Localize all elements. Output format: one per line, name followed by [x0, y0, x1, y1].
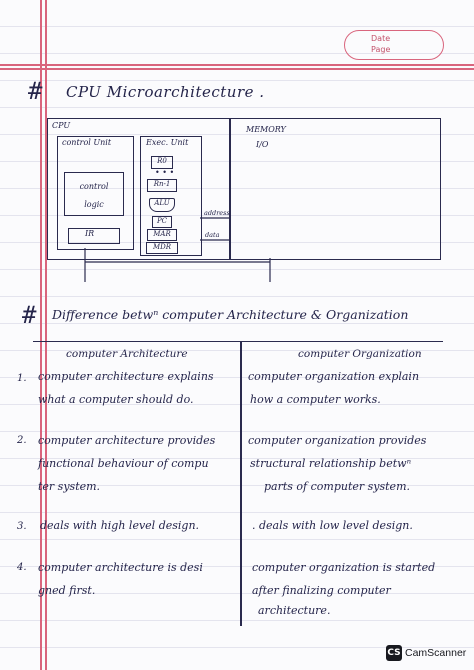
- register-mar: MAR: [147, 229, 177, 241]
- control-logic-label: control logic: [79, 182, 109, 209]
- row2-right-line1: computer organization provides: [248, 434, 427, 447]
- row2-right-line3: parts of computer system.: [264, 480, 410, 493]
- table-divider: [240, 341, 242, 626]
- row3-right-line1: . deals with low level design.: [252, 519, 413, 532]
- row2-left-line1: computer architecture provides: [38, 434, 216, 447]
- register-pc: PC: [152, 216, 172, 228]
- section1-marker: #: [28, 77, 43, 105]
- page-label: Page: [371, 45, 391, 54]
- row1-right-line1: computer organization explain: [248, 370, 420, 383]
- row4-left-line1: computer architecture is desi: [38, 561, 203, 574]
- header-organization: computer Organization: [298, 348, 422, 360]
- row-number: 1.: [17, 373, 27, 384]
- register-dots: • • •: [155, 168, 175, 177]
- io-label: I/O: [256, 140, 269, 149]
- section2-title: Difference betwⁿ computer Architecture & Organization: [52, 307, 409, 322]
- row4-right-line2: after finalizing computer: [252, 584, 391, 597]
- address-label: address: [204, 209, 230, 217]
- date-label: Date: [371, 34, 391, 43]
- memory-label: MEMORY: [246, 125, 286, 134]
- section2-marker: #: [22, 301, 37, 329]
- row2-left-line2: functional behaviour of compu: [38, 457, 209, 470]
- table-top-rule: [33, 341, 443, 342]
- header-architecture: computer Architecture: [66, 348, 188, 360]
- row1-left-line1: computer architecture explains: [38, 370, 214, 383]
- alu-block: ALU: [149, 198, 175, 212]
- control-unit-label: control Unit: [62, 138, 112, 147]
- row4-left-line2: gned first.: [38, 584, 96, 597]
- camscanner-logo: CS: [386, 645, 402, 661]
- row1-right-line2: how a computer works.: [250, 393, 381, 406]
- row4-right-line1: computer organization is started: [252, 561, 436, 574]
- register-mdr: MDR: [146, 242, 178, 254]
- row-number: 3.: [17, 521, 27, 532]
- camscanner-brand: CamScanner: [405, 647, 467, 659]
- cpu-label: CPU: [52, 121, 71, 130]
- data-label: data: [205, 231, 220, 239]
- section1-title: CPU Microarchitecture .: [66, 83, 265, 101]
- register-r0: R0: [151, 156, 173, 169]
- row2-right-line2: structural relationship betwⁿ: [250, 457, 412, 470]
- row-number: 4.: [17, 562, 27, 573]
- row2-left-line3: ter system.: [38, 480, 101, 493]
- row-number: 2.: [17, 435, 27, 446]
- diagram-connectors: [0, 0, 474, 300]
- row4-right-line3: architecture.: [258, 604, 331, 617]
- register-rn1: Rn-1: [147, 179, 177, 192]
- row3-left-line1: deals with high level design.: [40, 519, 200, 532]
- ir-label: IR: [85, 229, 95, 238]
- row1-left-line2: what a computer should do.: [38, 393, 194, 406]
- exec-unit-label: Exec. Unit: [146, 138, 189, 147]
